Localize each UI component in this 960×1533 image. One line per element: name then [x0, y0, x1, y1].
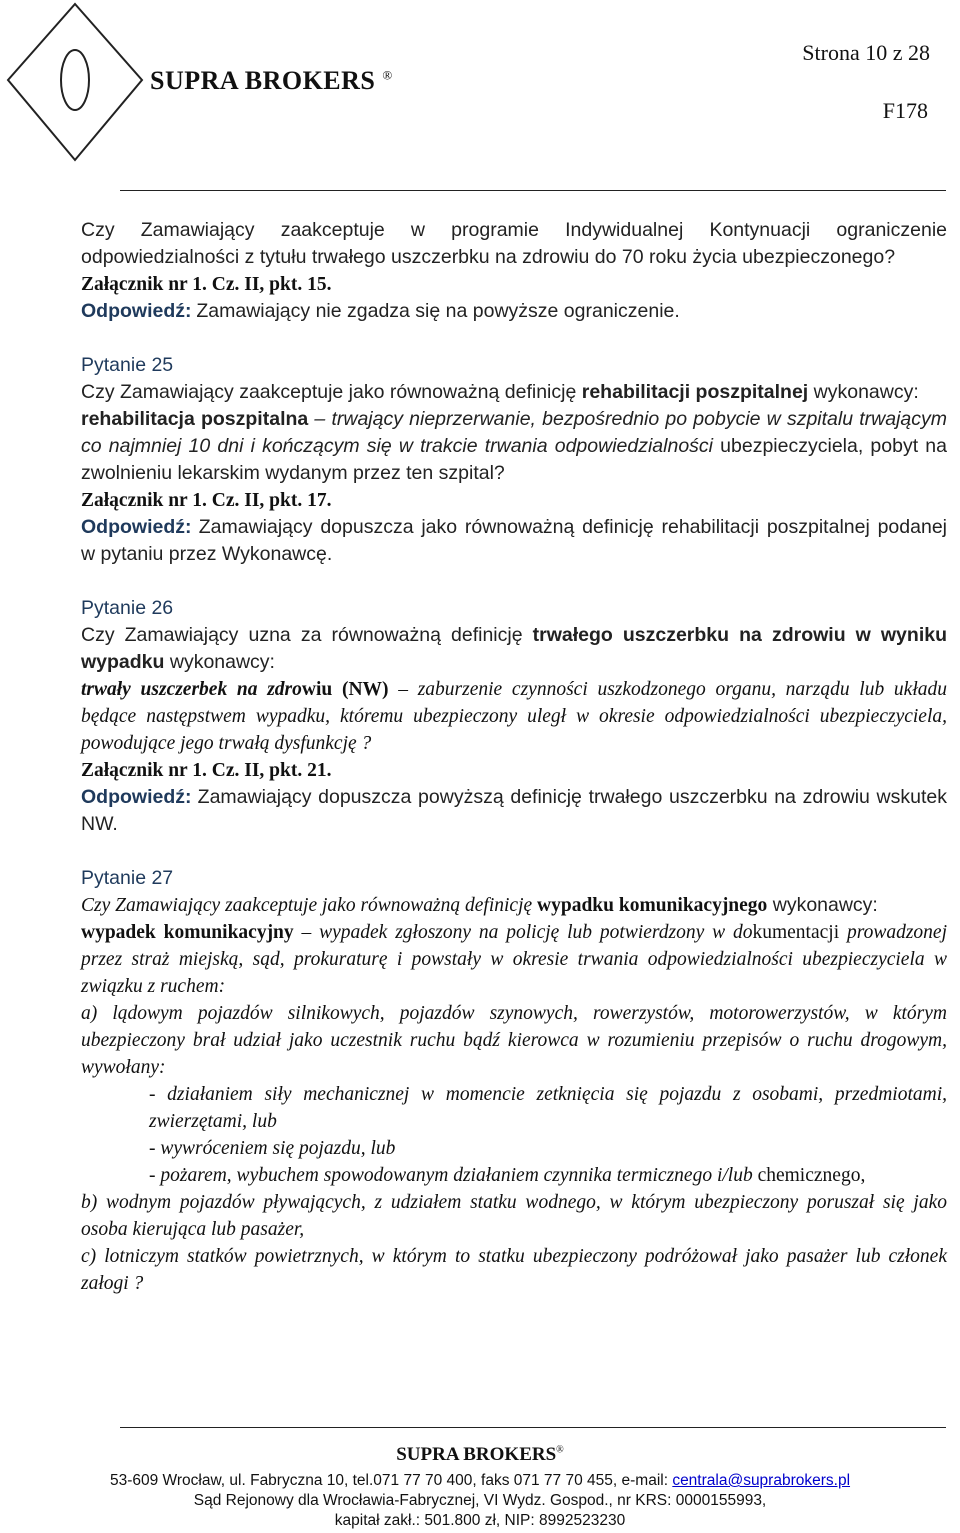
question-27-sub-1: - działaniem siły mechanicznej w momencie zetknięcia się pojazdu z osobami, przedmiotami, zwierzętami, lub [149, 1084, 947, 1132]
question-25-text: Czy Zamawiający zaakceptuje jako równoważną definicję rehabilitacji poszpitalnej wykonawcy: [81, 381, 919, 403]
footer-email-link[interactable]: centrala@suprabrokers.pl [672, 1472, 851, 1489]
page-number: Strona 10 z 28 [802, 40, 930, 65]
intro-question: Czy Zamawiający zaakceptuje w programie Indywidualnej Kontynuacji ograniczenie odpowiedzialności z tytułu trwałego uszczerbku na zdrowiu do 70 roku życia ubezpieczonego? [81, 219, 947, 268]
footer-capital: kapitał zakł.: 501.800 zł, NIP: 8992523230 [334, 1512, 626, 1529]
question-27-item-c: c) lotniczym statków powietrznych, w którym to statku ubezpieczony podróżował jako pasażer lub członek załogi ? [81, 1246, 947, 1294]
footer-brand: SUPRA BROKERS® [396, 1444, 564, 1465]
question-27-item-b: b) wodnym pojazdów pływających, z udziałem statku wodnego, w którym ubezpieczony poruszał się jako osoba kierująca lub pasażer, [81, 1192, 947, 1240]
supra-brokers-logo [0, 0, 150, 170]
question-26-answer: Odpowiedź: Zamawiający dopuszcza powyższą definicję trwałego uszczerbku na zdrowiu wskutek NW. [81, 786, 947, 835]
question-27-title: Pytanie 27 [81, 867, 174, 889]
header-brand: SUPRA BROKERS ® [150, 66, 393, 95]
question-27-definition: wypadek komunikacyjny – wypadek zgłoszony na policję lub potwierdzony w dokumentacji prowadzonej przez straż miejską, sąd, prokuraturę i powstały w okresie trwania odpowiedzialności ubezpieczyciela w związku z ruchem: [81, 922, 948, 997]
question-26-text: Czy Zamawiający uzna za równoważną definicję trwałego uszczerbku na zdrowiu w wyniku wypadku wykonawcy: [81, 624, 947, 673]
document-code: F178 [882, 98, 928, 123]
question-26-title: Pytanie 26 [81, 597, 174, 619]
question-25-title: Pytanie 25 [81, 354, 174, 376]
question-26-definition: trwały uszczerbek na zdrowiu (NW) – zaburzenie czynności uszkodzonego organu, narządu lub układu będące następstwem wypadku, któremu ubezpieczony uległ w okresie odpowiedzialności ubezpieczyciela, powodujące jego trwałą dysfunkcję ? [81, 679, 948, 754]
question-25-answer: Odpowiedź: Zamawiający dopuszcza jako równoważną definicję rehabilitacji poszpitalnej podanej w pytaniu przez Wykonawcę. [81, 516, 947, 565]
question-25-reference: Załącznik nr 1. Cz. II, pkt. 17. [81, 490, 332, 511]
question-27-sub-3: - pożarem, wybuchem spowodowanym działaniem czynnika termicznego i/lub chemicznego, [149, 1165, 866, 1186]
document-body [81, 217, 947, 1297]
question-25-definition: rehabilitacja poszpitalna – trwający nieprzerwanie, bezpośrednio po pobycie w szpitalu trwającym co najmniej 10 dni i kończącym się w trakcie trwania odpowiedzialności ubezpieczyciela, pobyt na zwolnieniu lekarskim wydanym przez ten szpital? [81, 408, 947, 484]
question-26-reference: Załącznik nr 1. Cz. II, pkt. 21. [81, 760, 332, 781]
question-27-item-a: a) lądowym pojazdów silnikowych, pojazdów szynowych, rowerzystów, motorowerzystów, w którym ubezpieczony brał udział jako uczestnik ruchu bądź kierowca w rozumieniu przepisów o ruchu drogowym, wywołany: [81, 1003, 947, 1078]
footer-address: 53-609 Wrocław, ul. Fabryczna 10, tel.071 77 70 400, faks 071 77 70 455, e-mail: centrala@suprabrokers.pl [109, 1472, 851, 1489]
header-rule [120, 190, 946, 191]
intro-reference: Załącznik nr 1. Cz. II, pkt. 15. [81, 274, 332, 295]
question-27-text: Czy Zamawiający zaakceptuje jako równoważną definicję wypadku komunikacyjnego wykonawcy: [81, 894, 878, 916]
footer-rule [120, 1427, 946, 1428]
question-27-sub-2: - wywróceniem się pojazdu, lub [149, 1138, 396, 1159]
intro-answer: Odpowiedź: Zamawiający nie zgadza się na powyższe ograniczenie. [81, 300, 680, 322]
footer-court: Sąd Rejonowy dla Wrocławia-Fabrycznej, VI Wydz. Gospod., nr KRS: 0000155993, [193, 1492, 767, 1509]
